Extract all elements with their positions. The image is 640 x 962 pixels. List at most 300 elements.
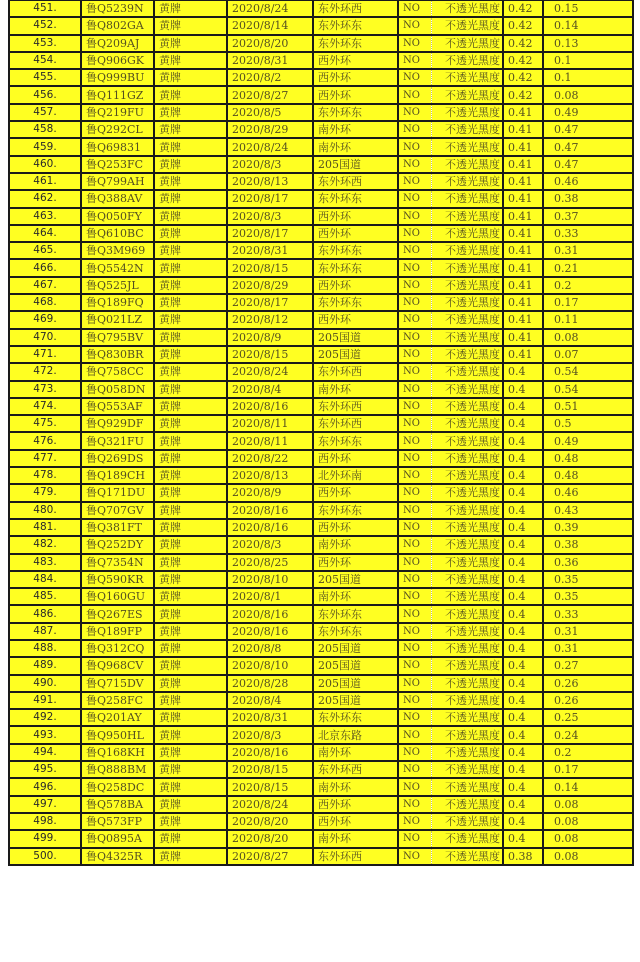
plate-number-cell: 鲁Q267ES (81, 605, 154, 622)
limit-value-cell: 0.4 (503, 450, 543, 467)
vehicle-emission-table (8, 0, 634, 866)
test-item-cell: 不透光黑度 (431, 848, 503, 865)
limit-value-cell: 0.4 (503, 813, 543, 830)
inspection-date-cell: 2020/8/11 (227, 415, 313, 432)
limit-value-cell: 0.41 (503, 311, 543, 328)
result-flag-cell: NO (398, 554, 431, 571)
inspection-date-cell: 2020/8/25 (227, 554, 313, 571)
measured-value-cell: 0.31 (543, 242, 633, 259)
test-item-cell: 不透光黑度 (431, 744, 503, 761)
result-flag-cell: NO (398, 830, 431, 847)
result-flag-cell: NO (398, 259, 431, 276)
table-row (9, 156, 633, 173)
measured-value-cell: 0.37 (543, 208, 633, 225)
row-index-cell: 454. (9, 52, 81, 69)
table-row (9, 744, 633, 761)
plate-number-cell: 鲁Q269DS (81, 450, 154, 467)
plate-number-cell: 鲁Q050FY (81, 208, 154, 225)
plate-number-cell: 鲁Q321FU (81, 432, 154, 449)
measured-value-cell: 0.2 (543, 277, 633, 294)
plate-number-cell: 鲁Q707GV (81, 502, 154, 519)
row-index-cell: 472. (9, 363, 81, 380)
result-flag-cell: NO (398, 744, 431, 761)
table-row (9, 709, 633, 726)
limit-value-cell: 0.42 (503, 52, 543, 69)
inspection-date-cell: 2020/8/16 (227, 605, 313, 622)
plate-number-cell: 鲁Q168KH (81, 744, 154, 761)
road-location-cell: 东外环东 (313, 35, 398, 52)
road-location-cell: 西外环 (313, 69, 398, 86)
limit-value-cell: 0.4 (503, 605, 543, 622)
test-item-cell: 不透光黑度 (431, 692, 503, 709)
table-row (9, 536, 633, 553)
plate-number-cell: 鲁Q189CH (81, 467, 154, 484)
result-flag-cell: NO (398, 17, 431, 34)
row-index-cell: 467. (9, 277, 81, 294)
row-index-cell: 494. (9, 744, 81, 761)
limit-value-cell: 0.4 (503, 692, 543, 709)
road-location-cell: 东外环东 (313, 104, 398, 121)
road-location-cell: 西外环 (313, 554, 398, 571)
inspection-date-cell: 2020/8/4 (227, 381, 313, 398)
row-index-cell: 492. (9, 709, 81, 726)
result-flag-cell: NO (398, 761, 431, 778)
result-flag-cell: NO (398, 588, 431, 605)
test-item-cell: 不透光黑度 (431, 484, 503, 501)
plate-color-cell: 黄牌 (154, 571, 227, 588)
measured-value-cell: 0.38 (543, 536, 633, 553)
test-item-cell: 不透光黑度 (431, 259, 503, 276)
plate-color-cell: 黄牌 (154, 640, 227, 657)
plate-number-cell: 鲁Q058DN (81, 381, 154, 398)
inspection-date-cell: 2020/8/3 (227, 208, 313, 225)
limit-value-cell: 0.41 (503, 104, 543, 121)
measured-value-cell: 0.08 (543, 86, 633, 103)
row-index-cell: 468. (9, 294, 81, 311)
test-item-cell: 不透光黑度 (431, 208, 503, 225)
row-index-cell: 476. (9, 432, 81, 449)
inspection-date-cell: 2020/8/20 (227, 35, 313, 52)
row-index-cell: 464. (9, 225, 81, 242)
plate-color-cell: 黄牌 (154, 761, 227, 778)
row-index-cell: 465. (9, 242, 81, 259)
table-body (9, 0, 633, 865)
inspection-date-cell: 2020/8/29 (227, 121, 313, 138)
limit-value-cell: 0.4 (503, 623, 543, 640)
test-item-cell: 不透光黑度 (431, 502, 503, 519)
limit-value-cell: 0.41 (503, 242, 543, 259)
plate-number-cell: 鲁Q799AH (81, 173, 154, 190)
limit-value-cell: 0.41 (503, 156, 543, 173)
road-location-cell: 西外环 (313, 450, 398, 467)
result-flag-cell: NO (398, 640, 431, 657)
table-row (9, 432, 633, 449)
plate-number-cell: 鲁Q209AJ (81, 35, 154, 52)
row-index-cell: 459. (9, 138, 81, 155)
road-location-cell: 205国道 (313, 571, 398, 588)
test-item-cell: 不透光黑度 (431, 588, 503, 605)
inspection-date-cell: 2020/8/15 (227, 346, 313, 363)
row-index-cell: 457. (9, 104, 81, 121)
limit-value-cell: 0.4 (503, 554, 543, 571)
limit-value-cell: 0.4 (503, 830, 543, 847)
inspection-date-cell: 2020/8/20 (227, 813, 313, 830)
plate-number-cell: 鲁Q5239N (81, 0, 154, 17)
measured-value-cell: 0.17 (543, 761, 633, 778)
inspection-date-cell: 2020/8/15 (227, 761, 313, 778)
test-item-cell: 不透光黑度 (431, 277, 503, 294)
road-location-cell: 东外环东 (313, 502, 398, 519)
measured-value-cell: 0.27 (543, 657, 633, 674)
plate-number-cell: 鲁Q715DV (81, 675, 154, 692)
inspection-date-cell: 2020/8/16 (227, 519, 313, 536)
inspection-date-cell: 2020/8/27 (227, 86, 313, 103)
row-index-cell: 498. (9, 813, 81, 830)
inspection-date-cell: 2020/8/29 (227, 277, 313, 294)
measured-value-cell: 0.08 (543, 848, 633, 865)
test-item-cell: 不透光黑度 (431, 190, 503, 207)
plate-number-cell: 鲁Q219FU (81, 104, 154, 121)
inspection-date-cell: 2020/8/9 (227, 484, 313, 501)
result-flag-cell: NO (398, 675, 431, 692)
road-location-cell: 东外环东 (313, 623, 398, 640)
measured-value-cell: 0.14 (543, 17, 633, 34)
plate-color-cell: 黄牌 (154, 52, 227, 69)
inspection-date-cell: 2020/8/27 (227, 848, 313, 865)
table-row (9, 259, 633, 276)
test-item-cell: 不透光黑度 (431, 363, 503, 380)
row-index-cell: 462. (9, 190, 81, 207)
plate-color-cell: 黄牌 (154, 588, 227, 605)
inspection-date-cell: 2020/8/1 (227, 588, 313, 605)
table-row (9, 796, 633, 813)
road-location-cell: 东外环西 (313, 398, 398, 415)
table-row (9, 813, 633, 830)
limit-value-cell: 0.4 (503, 381, 543, 398)
plate-color-cell: 黄牌 (154, 156, 227, 173)
plate-number-cell: 鲁Q578BA (81, 796, 154, 813)
row-index-cell: 474. (9, 398, 81, 415)
test-item-cell: 不透光黑度 (431, 294, 503, 311)
road-location-cell: 东外环东 (313, 242, 398, 259)
limit-value-cell: 0.42 (503, 17, 543, 34)
table-row (9, 69, 633, 86)
road-location-cell: 南外环 (313, 121, 398, 138)
result-flag-cell: NO (398, 692, 431, 709)
table-row (9, 848, 633, 865)
table-row (9, 0, 633, 17)
plate-number-cell: 鲁Q201AY (81, 709, 154, 726)
plate-number-cell: 鲁Q590KR (81, 571, 154, 588)
road-location-cell: 北外环南 (313, 467, 398, 484)
row-index-cell: 479. (9, 484, 81, 501)
limit-value-cell: 0.4 (503, 398, 543, 415)
road-location-cell: 北京东路 (313, 726, 398, 743)
inspection-date-cell: 2020/8/24 (227, 0, 313, 17)
plate-number-cell: 鲁Q0895A (81, 830, 154, 847)
table-row (9, 329, 633, 346)
inspection-date-cell: 2020/8/24 (227, 796, 313, 813)
row-index-cell: 486. (9, 605, 81, 622)
plate-number-cell: 鲁Q999BU (81, 69, 154, 86)
table-row (9, 778, 633, 795)
measured-value-cell: 0.26 (543, 692, 633, 709)
result-flag-cell: NO (398, 277, 431, 294)
plate-color-cell: 黄牌 (154, 796, 227, 813)
plate-color-cell: 黄牌 (154, 277, 227, 294)
test-item-cell: 不透光黑度 (431, 796, 503, 813)
plate-number-cell: 鲁Q888BM (81, 761, 154, 778)
row-index-cell: 490. (9, 675, 81, 692)
road-location-cell: 205国道 (313, 675, 398, 692)
limit-value-cell: 0.4 (503, 363, 543, 380)
row-index-cell: 475. (9, 415, 81, 432)
inspection-date-cell: 2020/8/14 (227, 17, 313, 34)
plate-number-cell: 鲁Q802GA (81, 17, 154, 34)
test-item-cell: 不透光黑度 (431, 0, 503, 17)
measured-value-cell: 0.47 (543, 121, 633, 138)
measured-value-cell: 0.35 (543, 571, 633, 588)
plate-number-cell: 鲁Q758CC (81, 363, 154, 380)
table-row (9, 173, 633, 190)
inspection-date-cell: 2020/8/5 (227, 104, 313, 121)
row-index-cell: 497. (9, 796, 81, 813)
road-location-cell: 东外环东 (313, 259, 398, 276)
row-index-cell: 495. (9, 761, 81, 778)
plate-number-cell: 鲁Q189FQ (81, 294, 154, 311)
road-location-cell: 205国道 (313, 657, 398, 674)
result-flag-cell: NO (398, 35, 431, 52)
row-index-cell: 455. (9, 69, 81, 86)
result-flag-cell: NO (398, 329, 431, 346)
measured-value-cell: 0.33 (543, 225, 633, 242)
inspection-date-cell: 2020/8/16 (227, 502, 313, 519)
measured-value-cell: 0.08 (543, 329, 633, 346)
measured-value-cell: 0.13 (543, 35, 633, 52)
table-row (9, 519, 633, 536)
measured-value-cell: 0.36 (543, 554, 633, 571)
measured-value-cell: 0.48 (543, 450, 633, 467)
row-index-cell: 451. (9, 0, 81, 17)
table-row (9, 502, 633, 519)
limit-value-cell: 0.41 (503, 138, 543, 155)
limit-value-cell: 0.4 (503, 571, 543, 588)
result-flag-cell: NO (398, 121, 431, 138)
measured-value-cell: 0.35 (543, 588, 633, 605)
limit-value-cell: 0.4 (503, 588, 543, 605)
table-row (9, 363, 633, 380)
test-item-cell: 不透光黑度 (431, 381, 503, 398)
limit-value-cell: 0.38 (503, 848, 543, 865)
test-item-cell: 不透光黑度 (431, 86, 503, 103)
test-item-cell: 不透光黑度 (431, 450, 503, 467)
road-location-cell: 西外环 (313, 311, 398, 328)
test-item-cell: 不透光黑度 (431, 554, 503, 571)
road-location-cell: 南外环 (313, 744, 398, 761)
test-item-cell: 不透光黑度 (431, 121, 503, 138)
row-index-cell: 470. (9, 329, 81, 346)
road-location-cell: 东外环东 (313, 709, 398, 726)
table-row (9, 52, 633, 69)
plate-number-cell: 鲁Q258DC (81, 778, 154, 795)
measured-value-cell: 0.07 (543, 346, 633, 363)
measured-value-cell: 0.38 (543, 190, 633, 207)
inspection-date-cell: 2020/8/24 (227, 363, 313, 380)
road-location-cell: 东外环东 (313, 605, 398, 622)
result-flag-cell: NO (398, 484, 431, 501)
test-item-cell: 不透光黑度 (431, 778, 503, 795)
plate-number-cell: 鲁Q610BC (81, 225, 154, 242)
test-item-cell: 不透光黑度 (431, 813, 503, 830)
limit-value-cell: 0.4 (503, 536, 543, 553)
limit-value-cell: 0.4 (503, 761, 543, 778)
inspection-date-cell: 2020/8/10 (227, 571, 313, 588)
table-row (9, 571, 633, 588)
plate-color-cell: 黄牌 (154, 0, 227, 17)
plate-number-cell: 鲁Q388AV (81, 190, 154, 207)
result-flag-cell: NO (398, 709, 431, 726)
table-row (9, 484, 633, 501)
road-location-cell: 东外环东 (313, 190, 398, 207)
measured-value-cell: 0.31 (543, 640, 633, 657)
table-row (9, 277, 633, 294)
road-location-cell: 南外环 (313, 588, 398, 605)
plate-color-cell: 黄牌 (154, 778, 227, 795)
road-location-cell: 东外环西 (313, 0, 398, 17)
row-index-cell: 491. (9, 692, 81, 709)
test-item-cell: 不透光黑度 (431, 519, 503, 536)
plate-number-cell: 鲁Q795BV (81, 329, 154, 346)
table-row (9, 415, 633, 432)
table-row (9, 242, 633, 259)
row-index-cell: 478. (9, 467, 81, 484)
plate-color-cell: 黄牌 (154, 329, 227, 346)
result-flag-cell: NO (398, 605, 431, 622)
row-index-cell: 460. (9, 156, 81, 173)
test-item-cell: 不透光黑度 (431, 536, 503, 553)
row-index-cell: 458. (9, 121, 81, 138)
result-flag-cell: NO (398, 848, 431, 865)
limit-value-cell: 0.42 (503, 86, 543, 103)
test-item-cell: 不透光黑度 (431, 675, 503, 692)
inspection-date-cell: 2020/8/24 (227, 138, 313, 155)
plate-color-cell: 黄牌 (154, 502, 227, 519)
measured-value-cell: 0.46 (543, 484, 633, 501)
plate-number-cell: 鲁Q573FP (81, 813, 154, 830)
test-item-cell: 不透光黑度 (431, 467, 503, 484)
plate-color-cell: 黄牌 (154, 692, 227, 709)
measured-value-cell: 0.17 (543, 294, 633, 311)
row-index-cell: 456. (9, 86, 81, 103)
plate-number-cell: 鲁Q950HL (81, 726, 154, 743)
table-row (9, 830, 633, 847)
row-index-cell: 473. (9, 381, 81, 398)
road-location-cell: 东外环西 (313, 848, 398, 865)
limit-value-cell: 0.4 (503, 657, 543, 674)
limit-value-cell: 0.4 (503, 415, 543, 432)
road-location-cell: 西外环 (313, 519, 398, 536)
measured-value-cell: 0.21 (543, 259, 633, 276)
road-location-cell: 205国道 (313, 692, 398, 709)
limit-value-cell: 0.41 (503, 173, 543, 190)
inspection-date-cell: 2020/8/15 (227, 259, 313, 276)
road-location-cell: 东外环西 (313, 415, 398, 432)
plate-number-cell: 鲁Q525JL (81, 277, 154, 294)
table-row (9, 121, 633, 138)
result-flag-cell: NO (398, 138, 431, 155)
table-row (9, 726, 633, 743)
row-index-cell: 452. (9, 17, 81, 34)
result-flag-cell: NO (398, 381, 431, 398)
limit-value-cell: 0.4 (503, 796, 543, 813)
table-row (9, 104, 633, 121)
inspection-date-cell: 2020/8/17 (227, 190, 313, 207)
test-item-cell: 不透光黑度 (431, 311, 503, 328)
result-flag-cell: NO (398, 813, 431, 830)
measured-value-cell: 0.15 (543, 0, 633, 17)
test-item-cell: 不透光黑度 (431, 17, 503, 34)
plate-color-cell: 黄牌 (154, 104, 227, 121)
plate-number-cell: 鲁Q929DF (81, 415, 154, 432)
inspection-date-cell: 2020/8/17 (227, 225, 313, 242)
result-flag-cell: NO (398, 208, 431, 225)
inspection-date-cell: 2020/8/28 (227, 675, 313, 692)
inspection-date-cell: 2020/8/20 (227, 830, 313, 847)
limit-value-cell: 0.41 (503, 121, 543, 138)
road-location-cell: 西外环 (313, 86, 398, 103)
test-item-cell: 不透光黑度 (431, 640, 503, 657)
plate-color-cell: 黄牌 (154, 17, 227, 34)
road-location-cell: 西外环 (313, 277, 398, 294)
inspection-date-cell: 2020/8/13 (227, 467, 313, 484)
road-location-cell: 西外环 (313, 225, 398, 242)
measured-value-cell: 0.43 (543, 502, 633, 519)
inspection-date-cell: 2020/8/31 (227, 709, 313, 726)
result-flag-cell: NO (398, 432, 431, 449)
row-index-cell: 485. (9, 588, 81, 605)
plate-color-cell: 黄牌 (154, 605, 227, 622)
limit-value-cell: 0.4 (503, 432, 543, 449)
plate-number-cell: 鲁Q830BR (81, 346, 154, 363)
test-item-cell: 不透光黑度 (431, 242, 503, 259)
table-row (9, 675, 633, 692)
table-row (9, 657, 633, 674)
limit-value-cell: 0.41 (503, 259, 543, 276)
limit-value-cell: 0.4 (503, 640, 543, 657)
plate-number-cell: 鲁Q258FC (81, 692, 154, 709)
result-flag-cell: NO (398, 156, 431, 173)
road-location-cell: 南外环 (313, 830, 398, 847)
result-flag-cell: NO (398, 398, 431, 415)
test-item-cell: 不透光黑度 (431, 761, 503, 778)
inspection-date-cell: 2020/8/17 (227, 294, 313, 311)
result-flag-cell: NO (398, 536, 431, 553)
inspection-date-cell: 2020/8/11 (227, 432, 313, 449)
plate-color-cell: 黄牌 (154, 121, 227, 138)
inspection-date-cell: 2020/8/10 (227, 657, 313, 674)
limit-value-cell: 0.4 (503, 726, 543, 743)
limit-value-cell: 0.4 (503, 709, 543, 726)
plate-number-cell: 鲁Q021LZ (81, 311, 154, 328)
table-row (9, 346, 633, 363)
plate-color-cell: 黄牌 (154, 744, 227, 761)
limit-value-cell: 0.4 (503, 744, 543, 761)
plate-color-cell: 黄牌 (154, 86, 227, 103)
road-location-cell: 西外环 (313, 208, 398, 225)
inspection-date-cell: 2020/8/8 (227, 640, 313, 657)
row-index-cell: 493. (9, 726, 81, 743)
limit-value-cell: 0.41 (503, 329, 543, 346)
